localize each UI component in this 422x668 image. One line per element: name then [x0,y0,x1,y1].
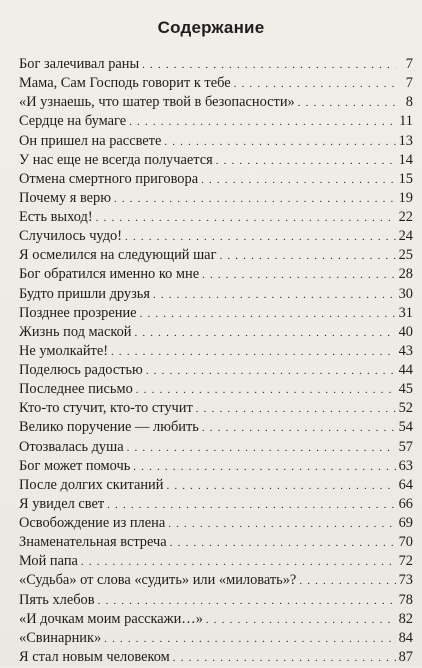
toc-entry-title: Будто пришли друзья [19,285,150,302]
dot-leader [202,422,396,434]
page-title: Содержание [157,18,265,37]
dot-leader [168,518,395,530]
toc-entry [19,496,413,515]
toc-entry-page-number: 7 [405,56,413,72]
toc-entry-page-number: 57 [398,438,413,455]
toc-entry-page-number: 72 [398,553,413,570]
toc-entry-title: Я стал новым человеком [19,648,170,665]
toc-entry-page-number: 87 [398,648,413,665]
toc-entry-page-number: 82 [398,610,413,627]
toc-entry-page-number: 15 [398,170,413,187]
dot-leader [142,59,396,71]
toc-entry [19,611,413,630]
dot-leader [136,384,396,396]
toc-entry-page-number: 43 [398,342,413,359]
toc-entry [19,649,413,668]
toc-entry-title: Я увидел свет [19,495,105,512]
toc-entry [19,152,413,171]
toc-entry-page-number: 30 [398,285,413,302]
dot-leader [104,633,395,645]
toc-entry-page-number: 28 [398,266,413,283]
dot-leader [299,575,395,587]
toc-entry-page-number: 70 [398,534,413,551]
toc-entry [19,305,413,324]
toc-entry [19,630,413,649]
toc-entry-title: Велико поручение — любить [19,419,199,436]
toc-entry [19,592,413,611]
dot-leader [201,174,396,186]
toc-entry [19,113,413,132]
toc-entry [19,56,413,75]
toc-entry-title: У нас еще не всегда получается [19,151,213,168]
toc-entry [19,228,413,247]
toc-entry-title: Сердце на бумаге [19,113,127,130]
toc-entry-title: «Свинарник» [19,629,102,646]
toc-entry-title: Я осмелился на следующий шаг [19,247,217,264]
toc-entry [19,190,413,209]
toc-entry-page-number: 64 [398,476,413,493]
toc-entry-title: Бог может помочь [19,457,131,474]
toc-entry-title: «И узнаешь, что шатер твой в безопасности» [19,94,295,111]
toc-entry [19,209,413,228]
toc-entry [19,133,413,152]
toc-entry-page-number: 8 [405,94,413,111]
toc-entry-title: Бог залечивал раны [19,56,140,72]
toc-entry-page-number: 54 [398,419,413,436]
dot-leader [216,155,396,167]
dot-leader [111,346,396,358]
toc-entry-page-number: 19 [398,189,413,206]
toc-entry-page-number: 14 [398,151,413,168]
dot-leader [196,403,396,415]
toc-entry-title: Жизнь под маской [19,323,132,340]
toc-entry [19,343,413,362]
dot-leader [164,136,395,148]
toc-entry-page-number: 45 [398,381,413,398]
dot-leader [206,614,396,626]
dot-leader [166,480,395,492]
toc-entry [19,419,413,438]
toc-entry-title: После долгих скитаний [19,476,164,493]
toc-entry [19,553,413,572]
toc-entry-page-number: 11 [399,113,413,130]
toc-entry-title: Поделюсь радостью [19,362,143,378]
toc-entry-page-number: 52 [398,400,413,417]
dot-leader [153,289,396,301]
toc-entry [19,439,413,458]
toc-entry-title: Почему я верю [19,189,111,206]
toc-entry-page-number: 66 [398,495,413,512]
toc-entry-title: Мама, Сам Господь говорит к тебе [19,75,231,92]
dot-leader [219,250,395,262]
toc-entry-page-number: 13 [398,132,413,149]
toc-entry [19,381,413,400]
toc-entry-title: Случилось чудо! [19,228,123,245]
toc-entry [19,266,413,285]
dot-leader [107,499,395,511]
toc-entry [19,458,413,477]
toc-entry [19,75,413,94]
toc-entry [19,400,413,419]
toc-entry [19,286,413,305]
dot-leader [129,116,396,128]
dot-leader [96,212,396,224]
toc-entry-page-number: 78 [398,591,413,608]
dot-leader [114,193,396,205]
toc-entry-page-number: 44 [398,362,413,378]
toc-entry-title: Освобождение из плена [19,515,166,531]
dot-leader [98,595,396,607]
toc-entry-title: «Судьба» от слова «судить» или «миловать»? [19,572,297,589]
toc-entry-title: Знаменательная встреча [19,534,167,551]
toc-entry [19,171,413,190]
toc-entry-title: «И дочкам моим расскажи…» [19,610,203,627]
toc-entry [19,515,413,534]
toc-entry-page-number: 22 [398,209,413,225]
toc-entry-page-number: 24 [398,228,413,245]
table-of-contents [19,56,413,668]
dot-leader [127,442,396,454]
toc-entry-title: Пять хлебов [19,591,95,608]
dot-leader [170,537,396,549]
toc-entry [19,572,413,591]
dot-leader [146,365,396,377]
toc-entry-title: Есть выход! [19,209,93,225]
dot-leader [125,231,396,243]
dot-leader [298,97,396,109]
toc-entry-page-number: 63 [398,457,413,474]
dot-leader [133,461,395,473]
toc-entry [19,94,413,113]
toc-entry [19,362,413,381]
toc-entry-page-number: 31 [398,304,413,321]
dot-leader [234,78,396,90]
toc-entry-title: Мой папа [19,553,78,570]
dot-leader [81,556,396,568]
dot-leader [202,269,396,281]
toc-entry-title: Отозвалась душа [19,438,124,455]
toc-entry-page-number: 73 [398,572,413,589]
toc-entry-title: Последнее письмо [19,381,133,398]
toc-entry [19,247,413,266]
toc-entry-title: Кто-то стучит, кто-то стучит [19,400,193,417]
toc-entry-page-number: 84 [398,629,413,646]
toc-entry-title: Не умолкайте! [19,342,109,359]
toc-entry-title: Отмена смертного приговора [19,170,199,187]
dot-leader [134,327,395,339]
toc-entry-page-number: 69 [398,515,413,531]
dot-leader [140,308,396,320]
toc-entry [19,534,413,553]
toc-entry [19,324,413,343]
dot-leader [173,652,396,664]
toc-entry-page-number: 40 [398,323,413,340]
toc-entry-page-number: 25 [398,247,413,264]
toc-entry-page-number: 7 [405,75,413,92]
toc-entry [19,477,413,496]
toc-entry-title: Он пришел на рассвете [19,132,162,149]
toc-entry-title: Позднее прозрение [19,304,137,321]
toc-entry-title: Бог обратился именно ко мне [19,266,200,283]
